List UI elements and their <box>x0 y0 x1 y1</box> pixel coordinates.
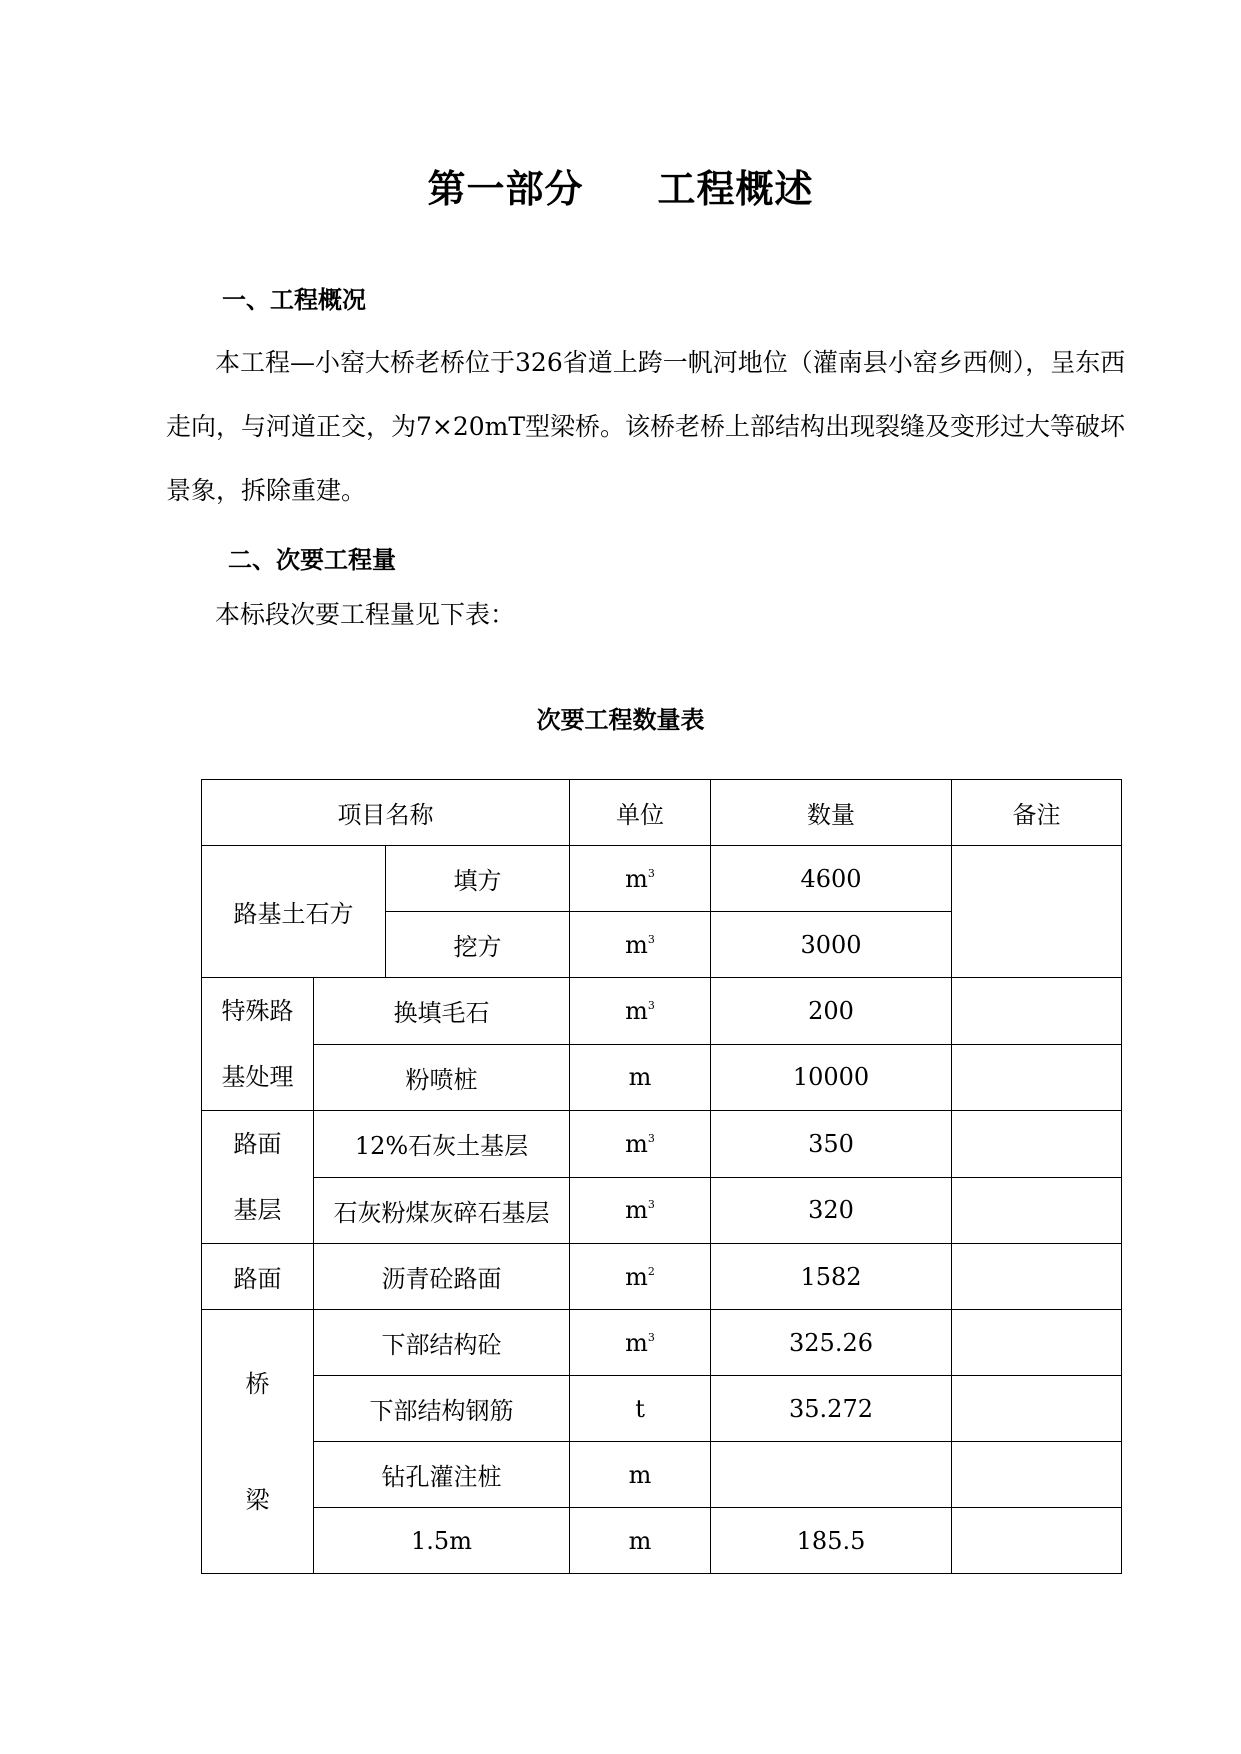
header-unit: 单位 <box>570 780 711 846</box>
table-header-row <box>202 780 1122 846</box>
row-item: 钻孔灌注桩 <box>314 1442 570 1508</box>
row-unit: $m^3$ <box>570 846 711 912</box>
row-note <box>952 1111 1122 1178</box>
table-row <box>202 1508 1122 1574</box>
row-unit: $m^3$ <box>570 1310 711 1376</box>
row-unit: $m^2$ <box>570 1244 711 1310</box>
header-note: 备注 <box>952 780 1122 846</box>
row-unit: $m^3$ <box>570 1111 711 1178</box>
page-title <box>0 158 1241 213</box>
row-note <box>952 1177 1122 1244</box>
row-unit: t <box>570 1376 711 1442</box>
header-name: 项目名称 <box>202 780 570 846</box>
row-item: 填方 <box>386 846 570 912</box>
section1-heading: 一、工程概况 <box>222 286 366 314</box>
row-qty: 200 <box>711 978 952 1045</box>
table-row <box>202 1442 1122 1508</box>
section2-heading: 二、次要工程量 <box>228 546 396 574</box>
row-unit: m <box>570 1508 711 1574</box>
row-qty: 10000 <box>711 1044 952 1111</box>
row-item: 挖方 <box>386 912 570 978</box>
table-row <box>202 1310 1122 1376</box>
row-item: 1.5m <box>314 1508 570 1574</box>
group-bridge: 桥 梁 <box>202 1310 314 1574</box>
table-row <box>202 1376 1122 1442</box>
row-item: 沥青砼路面 <box>314 1244 570 1310</box>
row-qty: 320 <box>711 1177 952 1244</box>
table-row <box>202 1044 1122 1111</box>
section1-paragraph <box>166 331 1126 523</box>
table-caption: 次要工程数量表 <box>536 706 705 734</box>
header-qty: 数量 <box>711 780 952 846</box>
group-surface: 路面 <box>202 1244 314 1310</box>
row-item: 换填毛石 <box>314 978 570 1045</box>
row-note <box>952 1508 1122 1574</box>
row-unit: m <box>570 1044 711 1111</box>
row-qty: 35.272 <box>711 1376 952 1442</box>
row-note <box>952 1376 1122 1442</box>
row-note <box>952 978 1122 1045</box>
row-unit: $m^3$ <box>570 1177 711 1244</box>
row-note <box>952 1442 1122 1508</box>
row-qty: 325.26 <box>711 1310 952 1376</box>
row-qty: 1582 <box>711 1244 952 1310</box>
row-unit: $m^3$ <box>570 978 711 1045</box>
title-name: 工程概述 <box>657 167 814 211</box>
row-note <box>952 846 1122 978</box>
row-qty <box>711 1442 952 1508</box>
group-base: 路面 基层 <box>202 1111 314 1244</box>
row-qty: 350 <box>711 1111 952 1178</box>
table-row <box>202 1244 1122 1310</box>
quantity-table <box>201 779 1122 1574</box>
row-qty: 185.5 <box>711 1508 952 1574</box>
row-unit: m <box>570 1442 711 1508</box>
table-row <box>202 1111 1122 1178</box>
row-item: 12%石灰土基层 <box>314 1111 570 1178</box>
row-qty: 3000 <box>711 912 952 978</box>
title-part: 第一部分 <box>427 167 584 211</box>
group-special: 特殊路 基处理 <box>202 978 314 1111</box>
row-note <box>952 1310 1122 1376</box>
row-item: 下部结构砼 <box>314 1310 570 1376</box>
group-roadbed: 路基土石方 <box>202 846 386 978</box>
section1-text: 本工程—小窑大桥老桥位于326省道上跨一帆河地位（灌南县小窑乡西侧），呈东西走向，与河道正交，为7×20mT型梁桥。该桥老桥上部结构出现裂缝及变形过大等破坏景象，拆除重建。 <box>166 348 1126 505</box>
row-unit: $m^3$ <box>570 912 711 978</box>
row-item: 粉喷桩 <box>314 1044 570 1111</box>
row-item: 石灰粉煤灰碎石基层 <box>314 1177 570 1244</box>
row-note <box>952 1044 1122 1111</box>
table-row <box>202 978 1122 1045</box>
row-item: 下部结构钢筋 <box>314 1376 570 1442</box>
row-qty: 4600 <box>711 846 952 912</box>
table-row <box>202 1177 1122 1244</box>
row-note <box>952 1244 1122 1310</box>
section2-intro: 本标段次要工程量见下表： <box>215 600 516 629</box>
table-row <box>202 846 1122 912</box>
